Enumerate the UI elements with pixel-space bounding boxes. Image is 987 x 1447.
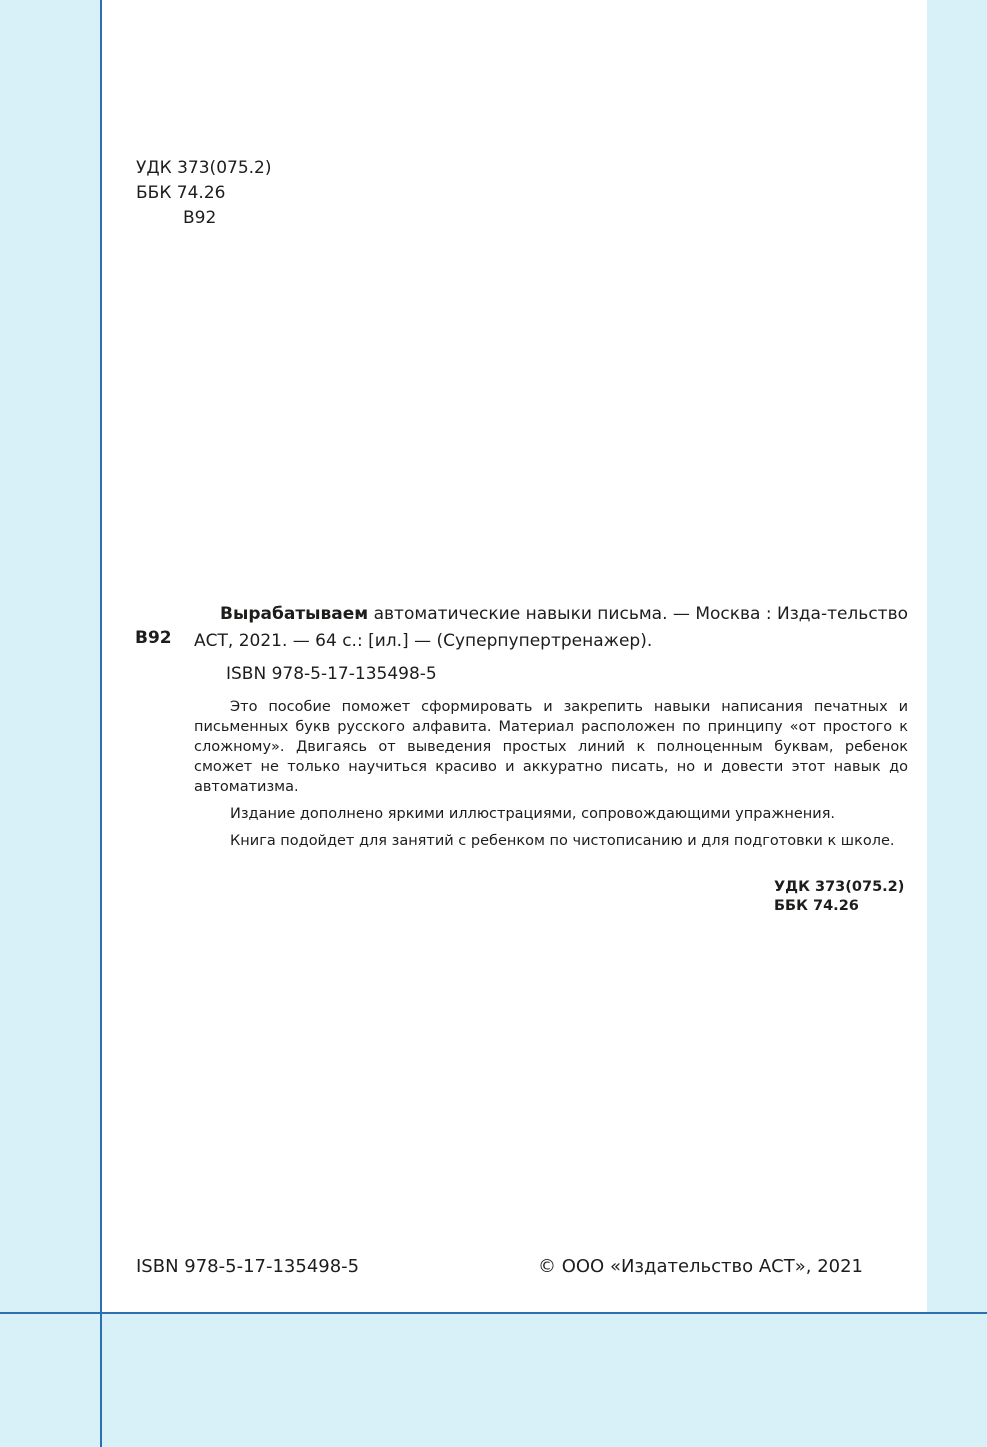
annotation-paragraph: Книга подойдет для занятий с ребенком по чистописанию и для подготовки к школе. xyxy=(230,833,895,849)
footer-isbn: ISBN 978-5-17-135498-5 xyxy=(136,1256,360,1277)
bibliographic-record xyxy=(194,601,908,655)
annotation-paragraph: Издание дополнено яркими иллюстрациями, сопровождающими упражнения. xyxy=(230,806,836,822)
horizontal-margin-line xyxy=(0,1312,987,1314)
record-title-rest: автоматические навыки письма. — Москва : Изда-тельство АСТ, 2021. — 64 с.: [ил.] — (Суперпупертренажер). xyxy=(194,604,908,651)
bbk-code: ББК 74.26 xyxy=(136,183,226,203)
record-isbn: ISBN 978-5-17-135498-5 xyxy=(226,664,437,684)
classification-codes xyxy=(136,156,272,231)
vertical-margin-line xyxy=(100,0,102,1447)
index-bbk: ББК 74.26 xyxy=(774,898,859,914)
udk-code: УДК 373(075.2) xyxy=(136,158,272,178)
index-codes xyxy=(774,878,904,916)
index-udk: УДК 373(075.2) xyxy=(774,879,905,895)
annotation xyxy=(194,697,908,858)
author-mark: В92 xyxy=(183,208,217,228)
annotation-paragraph: Это пособие поможет сформировать и закрепить навыки написания печатных и письменных букв русского алфавита. Материал расположен по принципу «от простого к сложному». Двигаясь от выведения простых линий к полноценным буквам, ребенок сможет не только научиться красиво и аккуратно писать, но и довести этот навык до автоматизма. xyxy=(194,699,908,795)
footer-copyright: © ООО «Издательство АСТ», 2021 xyxy=(538,1256,864,1277)
record-title-bold: Вырабатываем xyxy=(220,604,369,624)
record-mark: В92 xyxy=(135,628,172,648)
